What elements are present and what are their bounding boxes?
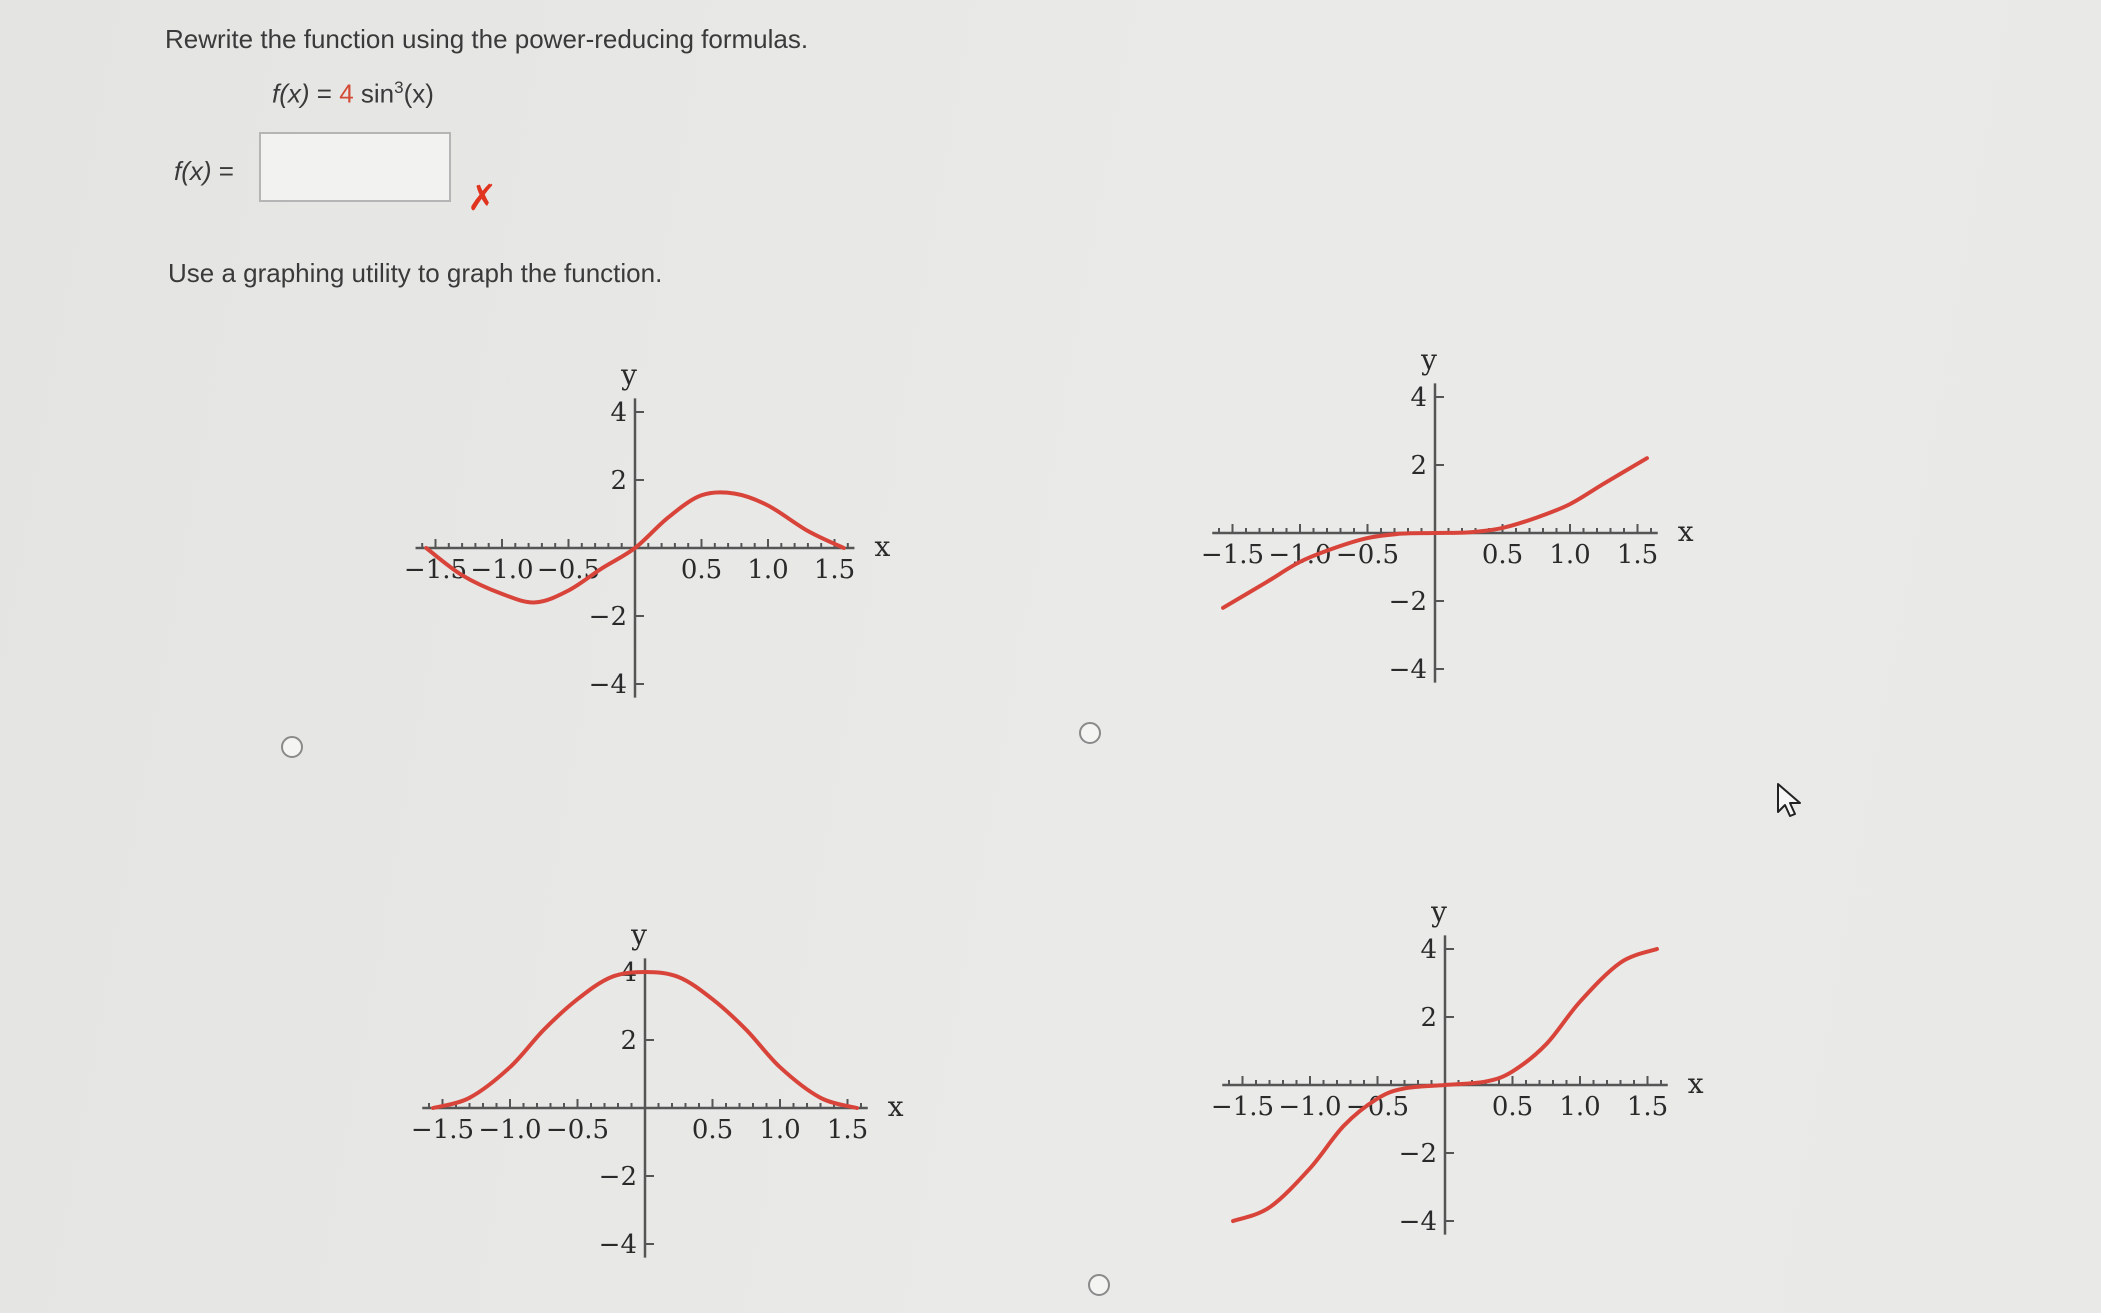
answer-label (174, 156, 234, 187)
graph-option-d (1105, 835, 1805, 1305)
graph-option-c (305, 868, 1015, 1308)
x-axis-label: x (887, 1090, 904, 1123)
y-axis-label: y (1421, 343, 1437, 377)
graph-option-b (1095, 283, 1795, 743)
x-tick-label: 0.5 (1491, 1092, 1534, 1122)
x-tick-label: −1.0 (1278, 1092, 1342, 1122)
y-axis-label: y (631, 918, 647, 952)
x-tick-label: −1.5 (403, 555, 468, 585)
y-tick-label: −4 (1388, 655, 1427, 685)
given-exponent: 3 (394, 78, 404, 97)
given-coefficient: 4 (339, 78, 354, 109)
given-lhs: f(x) (272, 78, 310, 109)
answer-label-fx: f(x) (174, 156, 212, 186)
y-tick-label: 2 (610, 466, 627, 496)
y-tick-label: −2 (1398, 1139, 1437, 1169)
x-tick-label: 1.5 (813, 555, 856, 585)
x-tick-label: 1.0 (759, 1115, 801, 1145)
x-tick-label: −1.5 (410, 1115, 475, 1145)
graph-prompt: Use a graphing utility to graph the function. (168, 258, 663, 288)
radio-option-b[interactable] (1079, 722, 1101, 744)
x-tick-label: −1.5 (1210, 1092, 1275, 1122)
mouse-cursor-icon (1776, 782, 1806, 822)
x-tick-label: −1.0 (1268, 540, 1332, 570)
y-tick-label: −4 (588, 670, 627, 700)
x-tick-label: 0.5 (1481, 540, 1524, 570)
y-tick-label: 2 (620, 1026, 637, 1056)
y-tick-label: −2 (1388, 587, 1427, 617)
graph-option-a (300, 300, 1000, 760)
x-tick-label: 1.5 (826, 1115, 869, 1145)
question-instruction: Rewrite the function using the power-reducing formulas. (165, 24, 809, 54)
y-tick-label: 2 (1420, 1003, 1437, 1033)
y-axis-label: y (621, 358, 637, 392)
answer-input[interactable] (259, 132, 451, 202)
x-axis-label: x (874, 530, 891, 563)
y-tick-label: −4 (598, 1230, 637, 1260)
x-tick-label: −0.5 (1335, 540, 1400, 570)
x-tick-label: −0.5 (1345, 1092, 1410, 1122)
y-tick-label: 4 (1410, 383, 1427, 413)
answer-label-eq: = (211, 156, 234, 186)
x-tick-label: 1.0 (1549, 540, 1591, 570)
x-tick-label: 0.5 (691, 1115, 734, 1145)
x-tick-label: −1.0 (478, 1115, 542, 1145)
y-tick-label: −2 (598, 1162, 637, 1192)
x-axis-label: x (1687, 1067, 1704, 1100)
y-tick-label: −4 (1398, 1207, 1437, 1237)
x-tick-label: 1.5 (1616, 540, 1659, 570)
x-tick-label: −1.0 (470, 555, 534, 585)
x-axis-label: x (1677, 515, 1694, 548)
given-function (272, 78, 434, 110)
radio-option-a[interactable] (281, 736, 303, 758)
y-tick-label: 2 (1410, 451, 1427, 481)
y-tick-label: 4 (620, 958, 637, 988)
x-tick-label: −1.5 (1200, 540, 1265, 570)
x-tick-label: 1.0 (747, 555, 789, 585)
given-argument: (x) (403, 78, 434, 109)
given-func-name: sin (353, 78, 395, 109)
x-tick-label: 1.5 (1626, 1092, 1669, 1122)
radio-option-d[interactable] (1088, 1274, 1110, 1296)
x-tick-label: 0.5 (680, 555, 723, 585)
incorrect-x-icon: ✗ (467, 177, 498, 218)
x-tick-label: 1.0 (1559, 1092, 1601, 1122)
x-tick-label: −0.5 (536, 555, 601, 585)
y-axis-label: y (1431, 895, 1447, 929)
y-tick-label: −2 (588, 602, 627, 632)
given-equals: = (309, 78, 340, 109)
y-tick-label: 4 (610, 398, 627, 428)
y-tick-label: 4 (1420, 935, 1437, 965)
x-tick-label: −0.5 (545, 1115, 610, 1145)
